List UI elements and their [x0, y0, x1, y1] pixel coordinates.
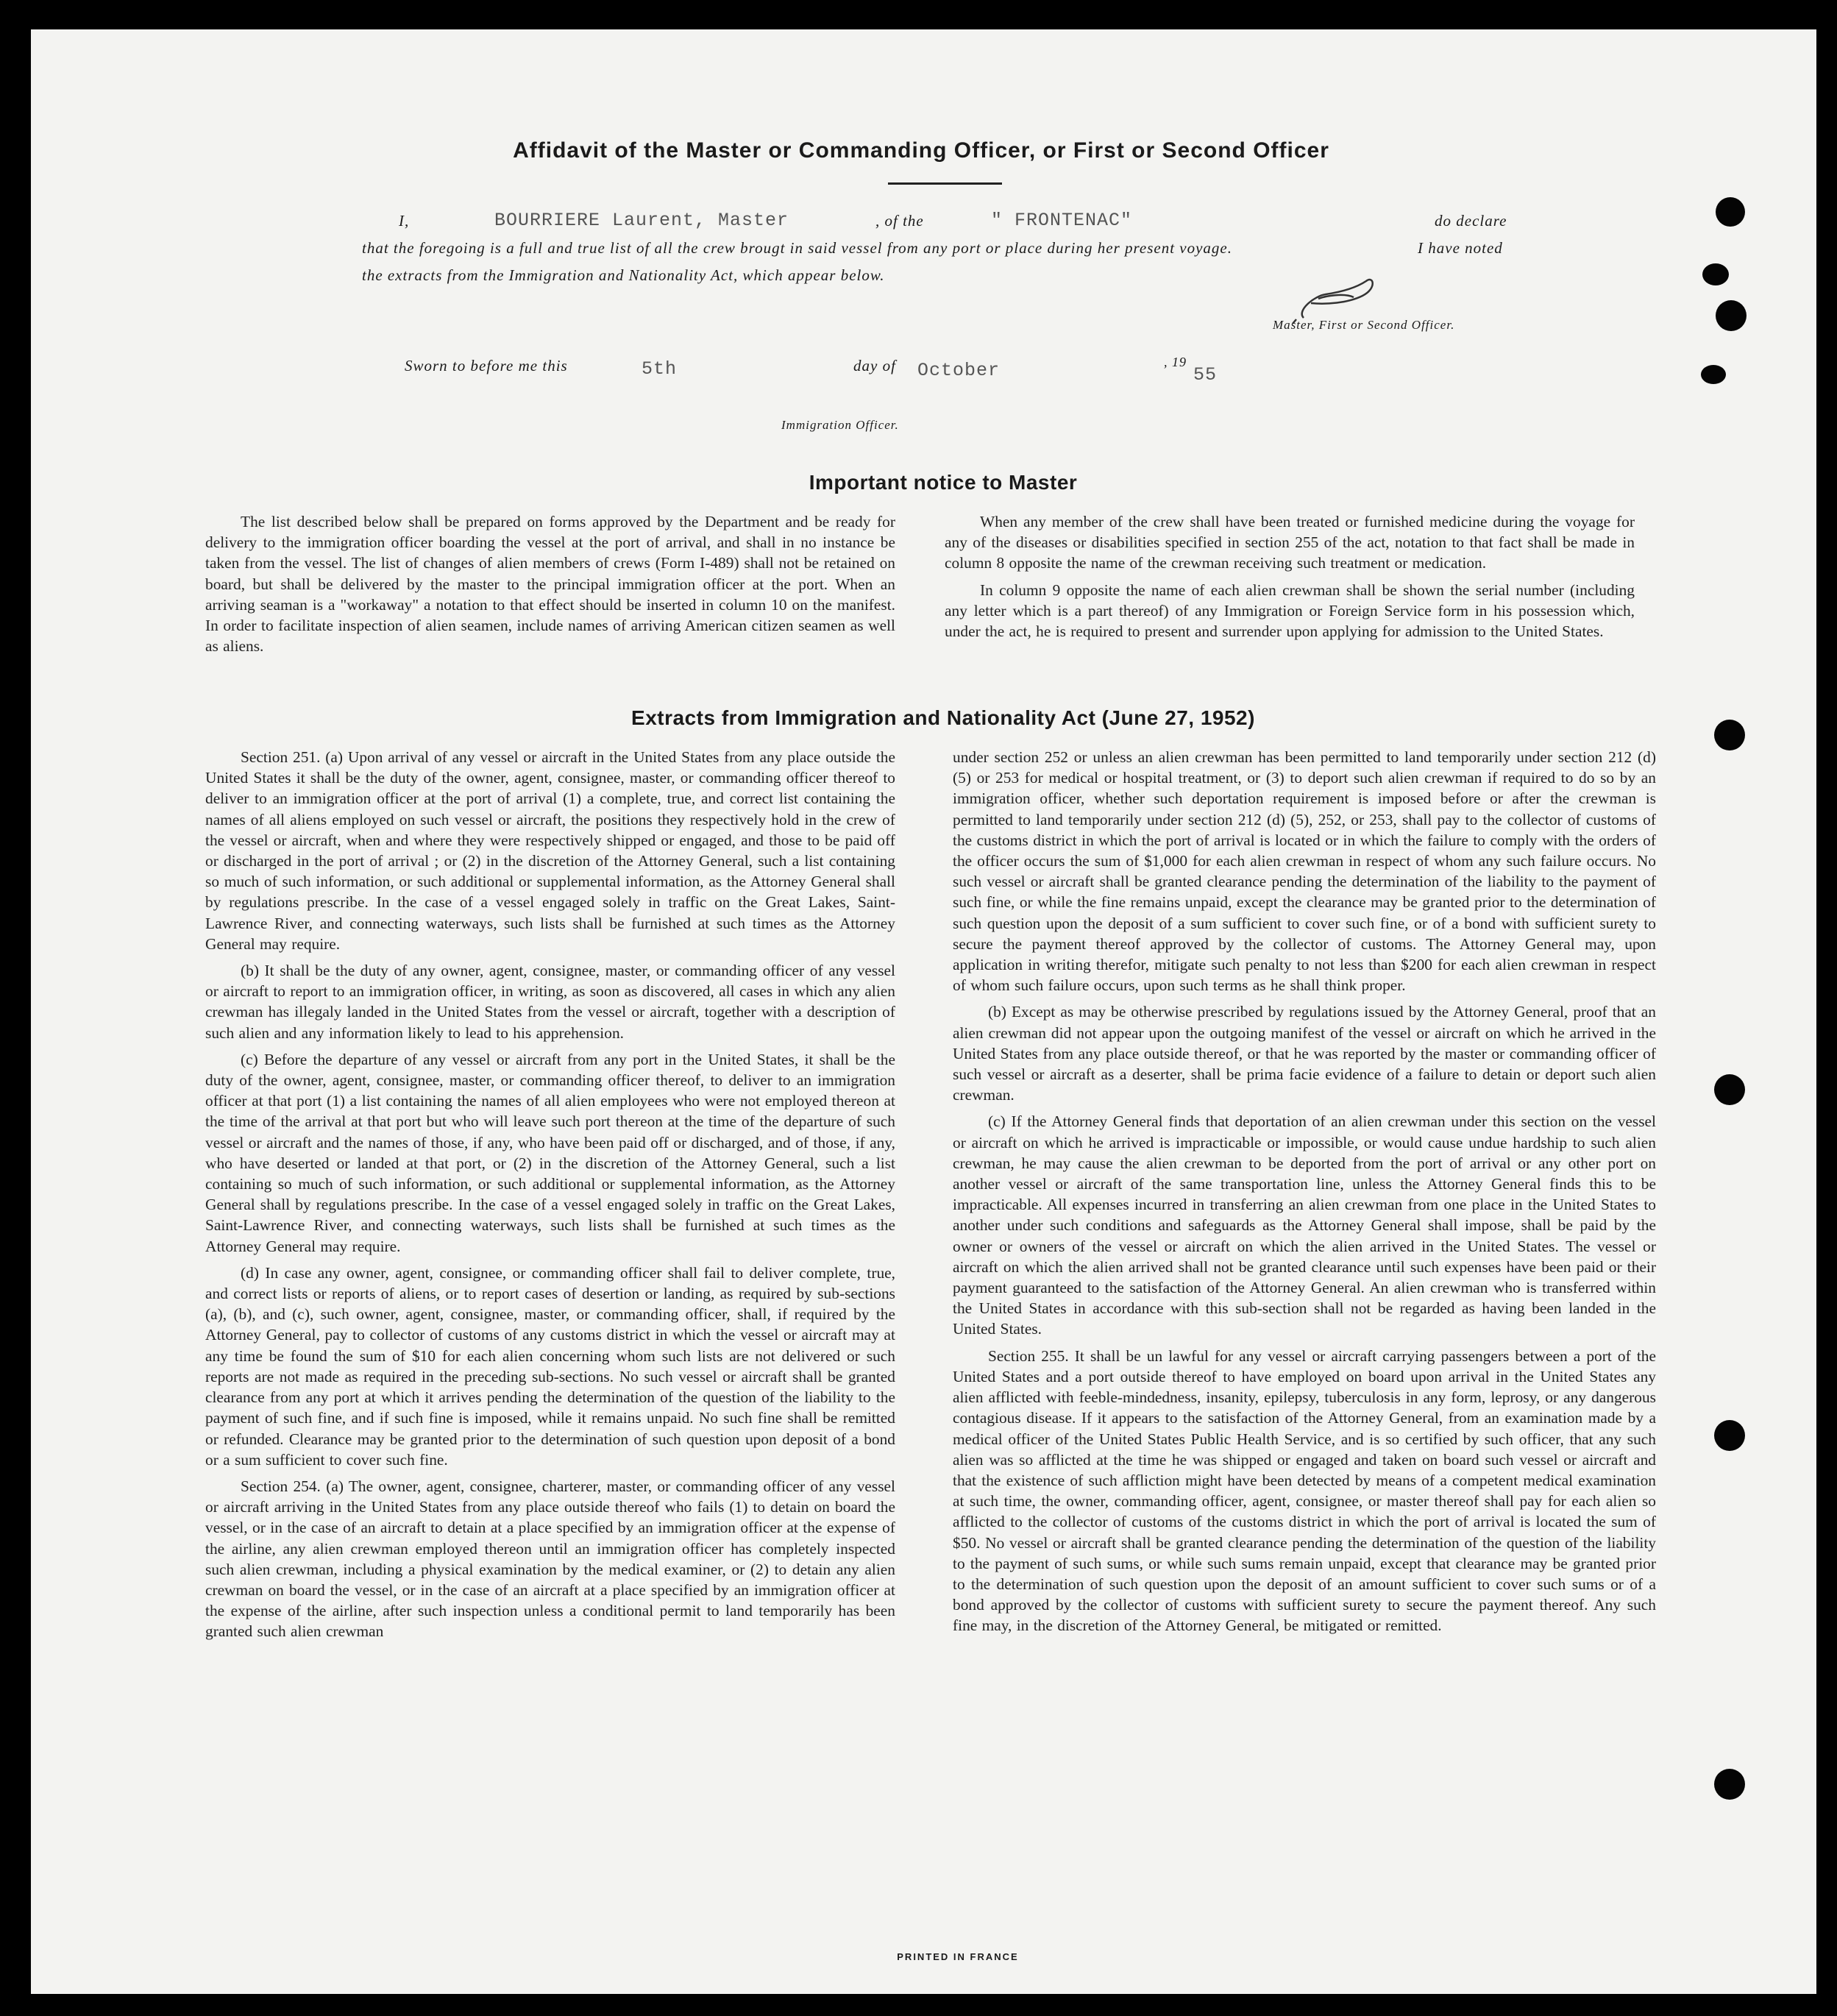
year-prefix: , 19: [1164, 355, 1187, 369]
punch-hole: [1714, 1769, 1745, 1800]
extracts-title: Extracts from Immigration and Nationality Act (June 27, 1952): [631, 706, 1255, 729]
extract-paragraph: (b) It shall be the duty of any owner, agent, consignee, master, or commanding officer of any vessel or aircraft to report to an immigration officer, in writing, as soon as discovered, all cases in which any alien crewman has illegaly landed in the United States from the vessel or aircraft, together with a description of such alien and any information likely to lead to his apprehension.: [205, 962, 895, 1042]
day-of-label: day of: [853, 357, 896, 375]
master-signature: [1274, 266, 1385, 324]
sworn-year-field: 55: [1193, 364, 1218, 386]
punch-hole: [1716, 197, 1745, 227]
extract-paragraph: Section 251. (a) Upon arrival of any vessel or aircraft in the United States from any place outside the United States it shall be the duty of the owner, agent, consignee, master, or commanding officer thereof to deliver to an immigration officer at the port of arrival (1) a complete, true, and correct list containing the names of all aliens employed on such vessel or aircraft, the positions they respectively hold in the crew of the vessel or aircraft, when and where they were respectively shipped or engaged, and those to be paid off or discharged in the port of arrival ; or (2) in the discretion of the Attorney General, such a list containing so much of such information, or such additional or supplemental information, as the Attorney General shall by regulations prescribe. In the case of a vessel engaged solely in traffic on the Great Lakes, Saint-Lawrence River, and connecting waterways, such lists shall be furnished at such times as the Attorney General may require.: [205, 748, 895, 953]
extracts-left-column: [205, 747, 895, 1648]
notice-left-column: [205, 511, 895, 662]
affidavit-title: Affidavit of the Master or Commanding Officer, or First or Second Officer: [513, 138, 1329, 163]
label-of-the: , of the: [875, 212, 924, 230]
extract-paragraph: Section 255. It shall be un lawful for any vessel or aircraft carrying passengers between a port of the United States and a port outside thereof to have employed on board upon arrival in the United States any alien afflicted with feeble-mindedness, insanity, epilepsy, tuberculosis in any form, leprosy, or any dangerous contagious disease. If it appears to the satisfaction of the Attorney General, from an examination made by a medical officer of the United States Public Health Service, and is so certified by such officer, that any such alien was so afflicted at the time he was shipped or engaged and taken on board such vessel or aircraft and that the existence of such affliction might have been detected by means of a competent medical examination at such time, the owner, commanding officer, agent, consignee, or master thereof shall pay for each alien so afflicted to the collector of customs of the customs district in which the port of arrival is located the sum of $50. No vessel or aircraft shall be granted clearance pending the determination of the question of the liability to the payment of such sums, or while such sums remain unpaid, except that clearance may be granted prior to the determination of such question upon the deposit of an amount sufficient to cover such sums or of a bond approved by the collector of customs with sufficient surety to secure the payment thereof. Any such fine may, in the discretion of the Attorney General, be mitigated or remitted.: [953, 1346, 1656, 1635]
sworn-month-field: October: [917, 360, 1001, 381]
declaration-line-2: that the foregoing is a full and true list of all the crew brougt in said vessel from any port or place during her present voyage.: [362, 239, 1233, 257]
punch-hole: [1702, 263, 1729, 285]
label-do-declare: do declare: [1435, 212, 1507, 230]
master-name-field: BOURRIERE Laurent, Master: [494, 210, 789, 231]
immigration-officer-label: Immigration Officer.: [781, 418, 899, 432]
extract-paragraph: (c) If the Attorney General finds that deportation of an alien crewman under this section on the vessel or aircraft on which he arrived is impracticable or impossible, or would cause undue hardship to such alien crewman, he may cause the alien crewman to be deported from the port of arrival or any other port on another vessel or aircraft of the same transportation line, unless the Attorney General finds this to be impracticable. All expenses incurred in transferring an alien crewman from one place in the United States to another under such conditions and safeguards as the Attorney General shall impose, shall be paid by the owner or owners of the vessel or aircraft on which the alien arrived in the United States. The vessel or aircraft on which the alien arrived shall not be granted clearance until such expenses have been paid or their payment guaranteed to the satisfaction of the Attorney General. An alien crewman who is transferred within the United States in accordance with this sub-section shall not be regarded as having been landed in the United States.: [953, 1112, 1656, 1338]
notice-paragraph: The list described below shall be prepared on forms approved by the Department and be ready for delivery to the immigration officer boarding the vessel at the port of arrival, and shall in no instance be taken from the vessel. The list of changes of alien members of crews (Form I-489) shall not be retained on board, but shall be delivered by the master to the principal immigration officer at the port. When an arriving seaman is a "workaway" a notation to that effect should be inserted in column 10 on the manifest. In order to facilitate inspection of alien seamen, include names of arriving American citizen seamen as well as aliens.: [205, 513, 895, 656]
printed-in-label: PRINTED IN FRANCE: [897, 1951, 1019, 1962]
declaration-line-2-end: I have noted: [1418, 239, 1503, 257]
signature-label: Master, First or Second Officer.: [1273, 318, 1455, 332]
declaration-line-3: the extracts from the Immigration and Nationality Act, which appear below.: [362, 266, 885, 284]
punch-hole: [1714, 720, 1745, 750]
punch-hole: [1716, 300, 1747, 331]
label-i: I,: [399, 212, 410, 230]
title-underline: [888, 182, 1002, 185]
extract-paragraph: (b) Except as may be otherwise prescribed by regulations issued by the Attorney General, proof that an alien crewman did not appear upon the outgoing manifest of the vessel or aircraft on which he arrived in the United States from any place outside thereof, or that he was reported by the master or commanding officer of such vessel or aircraft as a deserter, shall be prima facie evidence of a failure to detain or deport such alien crewman.: [953, 1003, 1656, 1104]
extract-paragraph: (c) Before the departure of any vessel or aircraft from any port in the United States, it shall be the duty of the owner, agent, consignee, master, or commanding officer thereof, to deliver to an immigration officer at that port (1) a list containing the names of all alien employees who were not employed thereon at the time of the arrival at that port but who will leave such port thereon at the time of the departure of such vessel or aircraft and the names of those, if any, who have been paid off or discharged, and of those, if any, who have deserted or landed at that port, or (2) in the discretion of the Attorney General, such a list containing so much of such information, or such additional or supplemental information, as the Attorney General shall by regulations prescribe. In the case of a vessel engaged solely in traffic on the Great Lakes, Saint-Lawrence River, and connecting waterways, such lists shall be furnished at such times as the Attorney General may require.: [205, 1050, 895, 1255]
extracts-right-column: [953, 747, 1656, 1642]
punch-hole: [1701, 365, 1726, 384]
punch-hole: [1714, 1074, 1745, 1105]
notice-paragraph: When any member of the crew shall have been treated or furnished medicine during the voyage for any of the diseases or disabilities specified in section 255 of the act, notation to that fact shall be made in column 8 opposite the name of the crewman receiving such treatment or medication.: [945, 513, 1635, 572]
document-page: [31, 29, 1816, 1994]
sworn-label: Sworn to before me this: [405, 357, 568, 375]
notice-paragraph: In column 9 opposite the name of each alien crewman shall be shown the serial number (including any letter which is a part thereof) of any Immigration or Foreign Service form in his possession which, under the act, he is required to present and surrender upon applying for admission to the United States.: [945, 581, 1635, 641]
sworn-day-field: 5th: [642, 358, 678, 380]
notice-right-column: [945, 511, 1635, 647]
punch-hole: [1714, 1420, 1745, 1451]
extract-paragraph: (d) In case any owner, agent, consignee, or commanding officer shall fail to deliver complete, true, and correct lists or reports of aliens, or to report cases of desertion or landing, as required by sub-sections (a), (b), and (c), such owner, agent, consignee, master, or commanding officer, shall, if required by the Attorney General, pay to collector of customs of any customs district in which the vessel or aircraft may at any time be found the sum of $10 for each alien concerning whom such lists are not delivered or such reports are not made as required in the preceding sub-sections. No such vessel or aircraft shall be granted clearance from any port at which it arrives pending the determination of the question of the liability to the payment of such fine, and if such fine is imposed, while it remains unpaid. No such fine shall be remitted or refunded. Clearance may be granted prior to the determination of such question upon deposit of a bond or a sum sufficient to cover such fine.: [205, 1263, 895, 1469]
extract-paragraph: Section 254. (a) The owner, agent, consignee, charterer, master, or commanding officer of any vessel or aircraft arriving in the United States from any place outside thereof who fails (1) to detain on board the vessel, or in the case of an aircraft to detain at a place specified by an immigration officer at the expense of the airline, any alien crewman employed thereon until an immigration officer has completely inspected such alien crewman, including a physical examination by the medical examiner, or (2) to detain any alien crewman on board the vessel, or in the case of an aircraft at a place specified by an immigration officer at the expense of the airline, after such inspection unless a conditional permit to land temporarily has been granted such alien crewman: [205, 1477, 895, 1641]
extract-paragraph: under section 252 or unless an alien crewman has been permitted to land temporarily under section 212 (d) (5) or 253 for medical or hospital treatment, or (3) to deport such alien crewman if required to do so by an immigration officer, whether such deportation requirement is imposed before or after the crewman is permitted to land temporarily under section 212 (d) (5), 252, or 253, shall pay to the collector of customs of the customs district in which the port of arrival is located or in which the failure to comply with the orders of the officer occurs the sum of $1,000 for each alien crewman in respect of whom any such failure occurs. No such vessel or aircraft shall be granted clearance pending the determination of the liability to the payment of such fine, or while the fine remains unpaid, except the clearance may be granted prior to the determination of such question upon the deposit of a sum sufficient to cover such fine, or of a bond with sufficient surety to secure the payment thereof approved by the collector of customs. The Attorney General may, upon application in writing therefor, mitigate such penalty to not less than $200 for each alien crewman in respect of whom such failure occurs, upon such terms as he shall think proper.: [953, 748, 1656, 995]
vessel-name-field: " FRONTENAC": [991, 210, 1133, 231]
notice-title: Important notice to Master: [809, 471, 1078, 494]
